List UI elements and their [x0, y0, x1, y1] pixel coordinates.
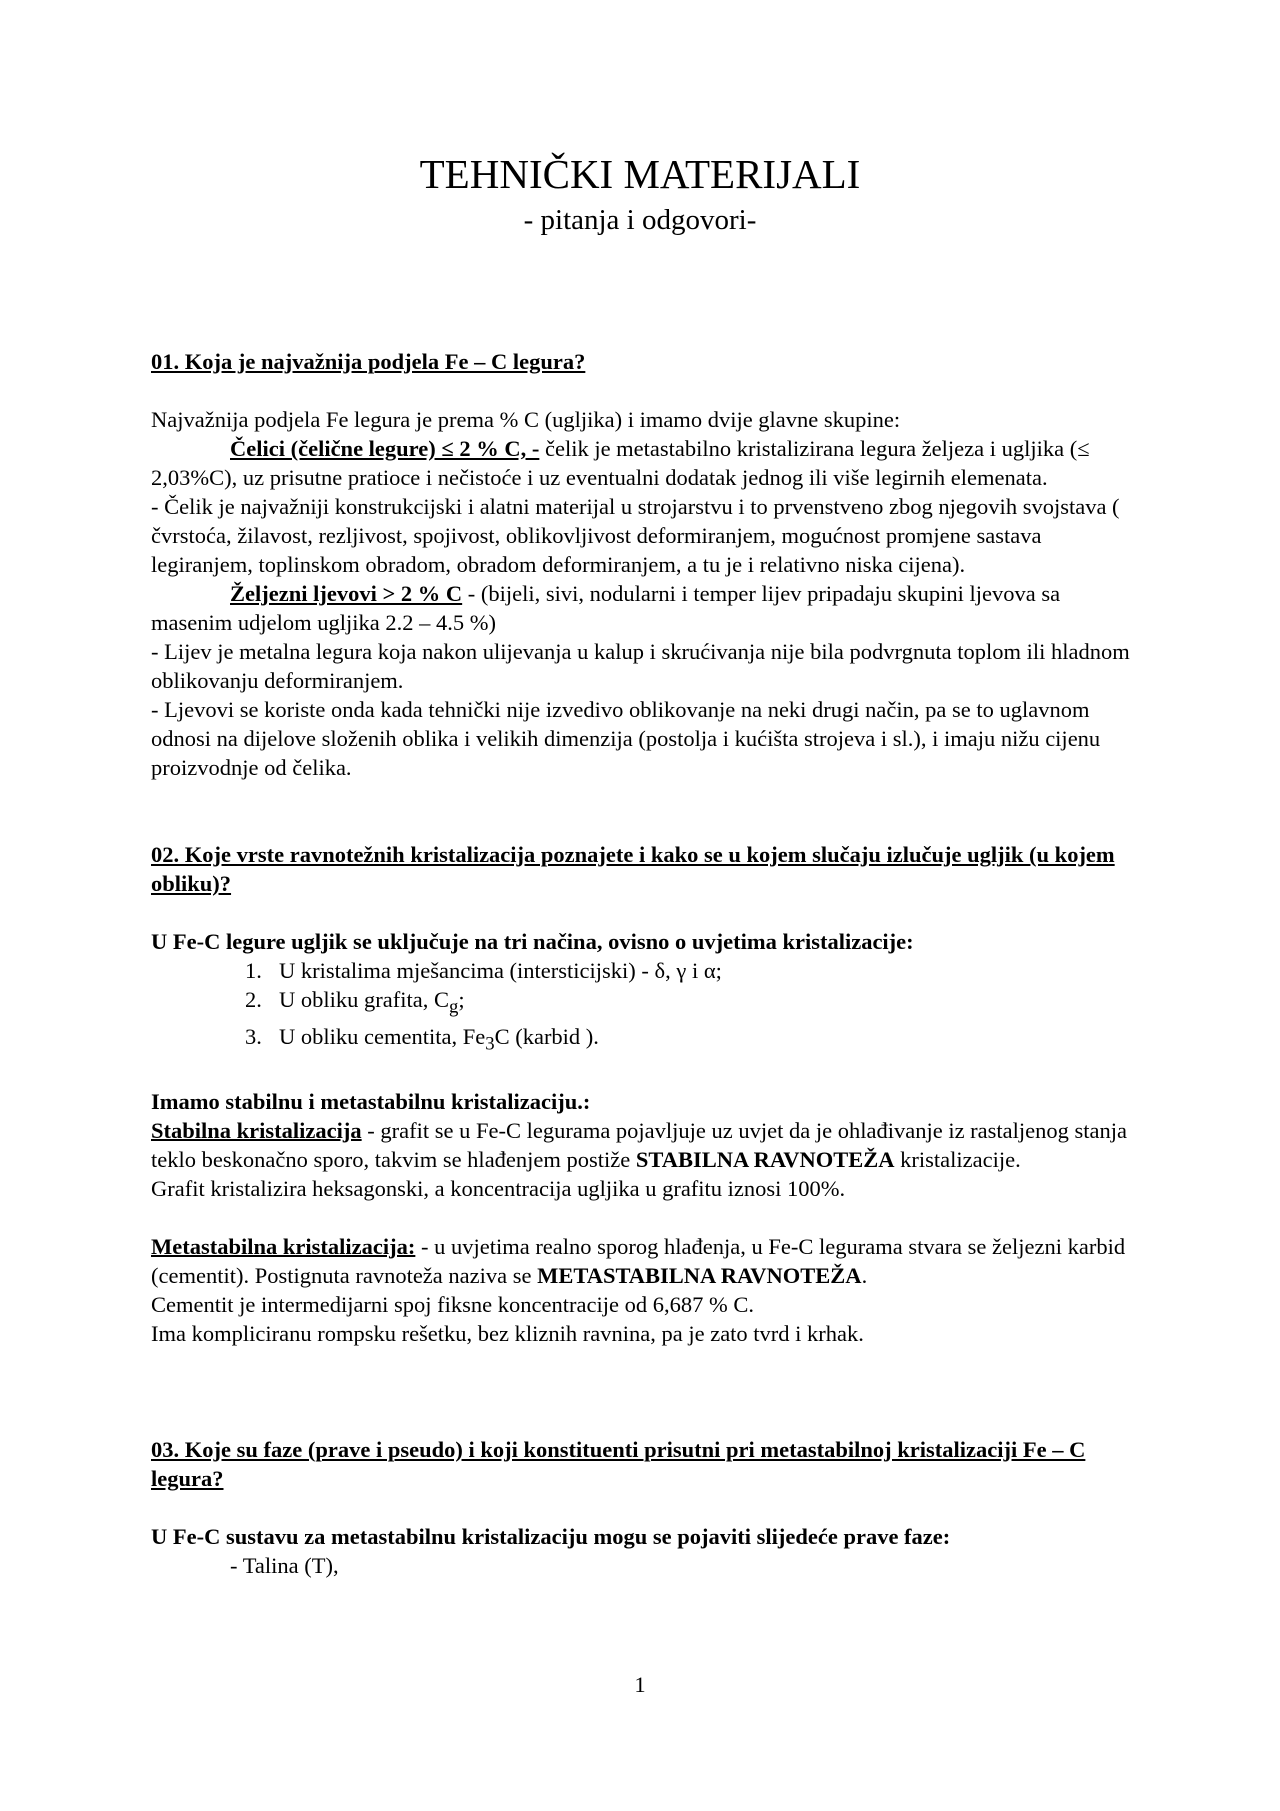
q2-stable-paragraph: Stabilna kristalizacija - grafit se u Fe-C legurama pojavljuje uz uvjet da je ohlađivanje iz rastaljenog stanja teklo beskonačno sporo, takvim se hlađenjem postiže STABILNA RAVNOTEŽA kristalizacije. [151, 1118, 1128, 1172]
q1-cast-label: Željezni ljevovi > 2 % C [230, 581, 463, 606]
q2-metastable-paragraph: Metastabilna kristalizacija: - u uvjetima realno sporog hlađenja, u Fe-C legurama stvara se željezni karbid (cementit). Postignuta ravnoteža naziva se METASTABILNA RAVNOTEŽA. [151, 1234, 1126, 1288]
document-subtitle: - pitanja i odgovori- [523, 204, 757, 236]
question-3-heading: 03. Koje su faze (prave i pseudo) i koji konstituenti prisutni pri metastabilnoj kristalizaciji Fe – C legura? [151, 1437, 1086, 1491]
page-number: 1 [634, 1672, 646, 1697]
q2-carbon-forms-list [151, 956, 1136, 1058]
q3-lead: U Fe-C sustavu za metastabilnu kristalizaciju mogu se pojaviti slijedeće prave faze: [151, 1524, 951, 1549]
document-title: TEHNIČKI MATERIJALI [419, 151, 861, 197]
list-item: 2. U obliku grafita, $C_g$; [245, 987, 465, 1018]
q2-metastable-label: Metastabilna kristalizacija: [151, 1234, 416, 1259]
list-item: 3. U obliku cementita, $Fe_3C$ (karbid ). [245, 1023, 599, 1054]
q2-cementite-2: Ima kompliciranu rompsku rešetku, bez kliznih ravnina, pa je zato tvrd i krhak. [151, 1321, 864, 1346]
q1-steel-label: Čelici (čelične legure) ≤ 2 % C, - [230, 436, 540, 461]
q1-cast-text: - (bijeli, sivi, nodularni i temper lijev pripadaju skupini ljevova sa masenim udjelom ugljika 2.2 – 4.5 %) [151, 581, 1061, 635]
question-2-heading: 02. Koje vrste ravnotežnih kristalizacija poznajete i kako se u kojem slučaju izlučuje ugljik (u kojem obliku)? [151, 842, 1115, 896]
q1-cast-note-1: - Lijev je metalna legura koja nakon ulijevanja u kalup i skrućivanja nije bila podvrgnuta toplom ili hladnom oblikovanju deformiranjem. [151, 639, 1130, 693]
q1-steel-text: čelik je metastabilno kristalizirana legura željeza i ugljika (≤ 2,03%C), uz prisutne pratioce i nečistoće i uz eventualni dodatak jednog ili više legirnih elemenata. [151, 436, 1090, 490]
q2-cementite-1: Cementit je intermedijarni spoj fiksne koncentracije od 6,687 % C. [151, 1292, 754, 1317]
document-body [151, 347, 1136, 1580]
question-1-heading: 01. Koja je najvažnija podjela Fe – C legura? [151, 349, 586, 374]
q2-graphite: Grafit kristalizira heksagonski, a koncentracija ugljika u grafitu iznosi 100%. [151, 1176, 846, 1201]
q2-stable-label: Stabilna kristalizacija [151, 1118, 362, 1143]
q1-cast-note-2: - Ljevovi se koriste onda kada tehnički nije izvedivo oblikovanje na neki drugi način, pa se to uglavnom odnosi na dijelove složenih oblika i velikih dimenzija (postolja i kućišta strojeva i sl.), i imaju nižu cijenu proizvodnje od čelika. [151, 697, 1101, 780]
q2-lead: U Fe-C legure ugljik se uključuje na tri načina, ovisno o uvjetima kristalizacije: [151, 929, 914, 954]
q1-cast-paragraph [151, 579, 1136, 637]
q1-intro: Najvažnija podjela Fe legura je prema % C (ugljika) i imamo dvije glavne skupine: [151, 407, 901, 432]
q1-steel-paragraph [151, 434, 1136, 492]
list-item: 1. U kristalima mješancima (intersticijski) - δ, γ i α; [245, 958, 722, 983]
q2-kinds: Imamo stabilnu i metastabilnu kristalizaciju.: [151, 1089, 591, 1114]
q3-item-1: - Talina (T), [230, 1553, 339, 1578]
q1-steel-note: - Čelik je najvažniji konstrukcijski i alatni materijal u strojarstvu i to prvenstveno zbog njegovih svojstava ( čvrstoća, žilavost, rezljivost, spojivost, oblikovljivost deformiranjem, mogućnost promjene sastava legiranjem, toplinskom obradom, obradom deformiranjem, a tu je i relativno niska cijena). [151, 494, 1120, 577]
